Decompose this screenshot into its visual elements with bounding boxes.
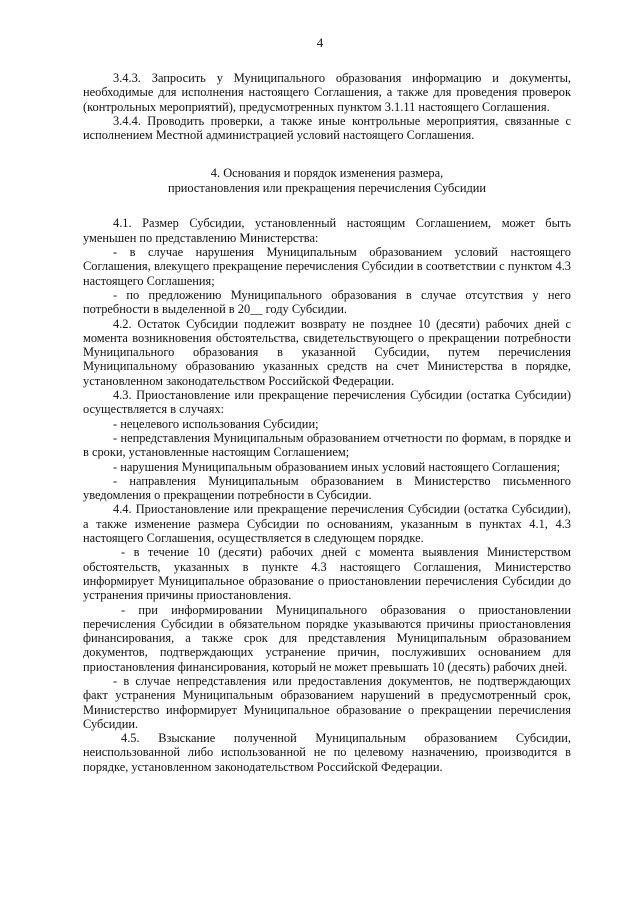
paragraph-4-4: 4.4. Приостановление или прекращение перечисления Субсидии (остатка Субсидии), а также изменение размера Субсидии по основаниям, указанным в пунктах 4.1, 4.3 настоящего Соглашения, осуществляется в следующем порядке. [83,502,571,546]
paragraph-4-2: 4.2. Остаток Субсидии подлежит возврату не позднее 10 (десяти) рабочих дней с момента возникновения обстоятельства, свидетельствующего о прекращении потребности Муниципального образования в указанной Субсидии, путем перечисления Муниципальному образованию указанных средств на счет Министерства в порядке, установленном законодательством Российской Федерации. [83,316,571,388]
paragraph-4-1: 4.1. Размер Субсидии, установленный настоящим Соглашением, может быть уменьшен по представлению Министерства: [83,216,571,245]
paragraph-4-3: 4.3. Приостановление или прекращение перечисления Субсидии (остатка Субсидии) осуществляется в случаях: [83,388,571,417]
page-number: 4 [316,35,324,50]
document-body [83,71,571,774]
section-heading-line1: 4. Основания и порядок изменения размера, [210,166,444,181]
paragraph-4-4-item-a: - в течение 10 (десяти) рабочих дней с момента выявления Министерством обстоятельств, указанных в пункте 4.3 настоящего Соглашения, Министерство информирует Муниципальное образование о приостановлении перечисления Субсидии до устранения причины приостановления. [83,545,571,603]
paragraph-4-4-item-c: - в случае непредставления или предоставления документов, не подтверждающих факт устранения Муниципальным образованием нарушений в предусмотренный срок, Министерство информирует Муниципальное образование о прекращении перечисления Субсидии. [83,673,571,731]
paragraph-4-3-item-c: - нарушения Муниципальным образованием иных условий настоящего Соглашения; [113,459,561,474]
paragraph-4-3-item-b: - непредставления Муниципальным образованием отчетности по формам, в порядке и в сроки, установленные настоящим Соглашением; [83,430,571,460]
section-heading [83,166,571,196]
paragraph-3-4-4: 3.4.4. Проводить проверки, а также иные контрольные мероприятия, связанные с исполнением Местной администрацией условий настоящего Соглашения. [83,113,571,143]
paragraph-4-5: 4.5. Взыскание полученной Муниципальным образованием Субсидии, неиспользованной либо использованной не по целевому назначению, производится в порядке, установленном законодательством Российской Федерации. [83,731,571,774]
section-heading-line2: приостановления или прекращения перечисления Субсидии [167,181,487,196]
paragraph-4-4-item-b: - при информировании Муниципального образования о приостановлении перечисления Субсидии в обязательном порядке указываются причины приостановления финансирования, а также срок для представления Муниципальным образованием документов, подтверждающих устранение причин, послуживших основанием для приостановления финансирования, который не может превышать 10 (десять) рабочих дней. [83,602,571,674]
paragraph-4-1-item-a: - в случае нарушения Муниципальным образованием условий настоящего Соглашения, влекущего прекращение перечисления Субсидии в соответствии с пунктом 4.3 настоящего Соглашения; [83,245,571,288]
paragraph-4-3-item-a: - нецелевого использования Субсидии; [113,416,319,431]
paragraph-4-3-item-d: - направления Муниципальным образованием в Министерство письменного уведомления о прекращении потребности в Субсидии. [83,473,571,503]
paragraph-3-4-3: 3.4.3. Запросить у Муниципального образования информацию и документы, необходимые для исполнения настоящего Соглашения, а также для проведения проверок (контрольных мероприятий), предусмотренных пунктом 3.1.11 настоящего Соглашения. [83,71,571,114]
paragraph-4-1-item-b: - по предложению Муниципального образования в случае отсутствия у него потребности в выделенной в 20__ году Субсидии. [83,287,571,317]
